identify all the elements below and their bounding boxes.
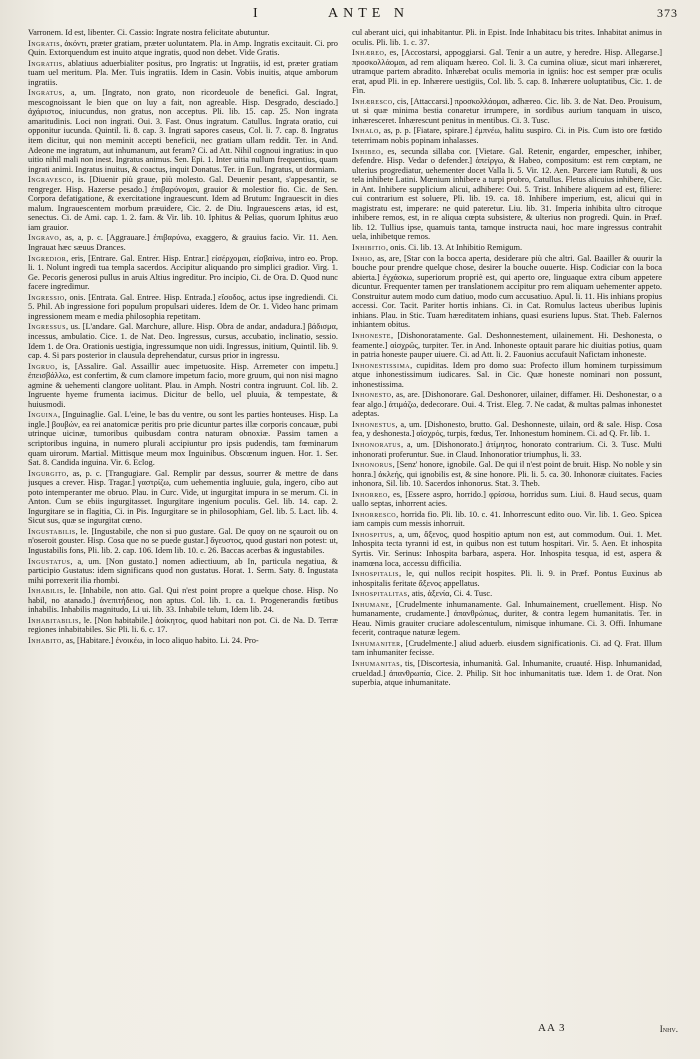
entry-headword: Inhorreo [352,489,388,499]
dictionary-entry: Inhabito, as, [Habitare.] ἐνοικέω, in loco aliquo habito. Li. 24. Pro- [28,635,259,645]
dictionary-entry: Inhabitabilis, le. [Non habitabile.] ἀοίκητος, quod habitari non pot. Ci. de Na. D. Terræ regiones inhabitabiles. Sic Pli. li. 6. c. 17. [28,615,338,635]
dictionary-entry: Inhoneste, [Dishonoratamente. Gal. Deshonnestement, uilainement. Hi. Deshonesta, o feamente.] αἰσχρῶς, turpiter. Ter. in And. Inhoneste optauit parare hic diuitias potius, quam in patria honeste pauper uiuere. Ci. ad Att. li. 2. Fauonius accufauit Nafictam inhoneste. [352,330,662,360]
running-head-letter: I [253,6,261,21]
entry-headword: Ingustabilis [28,526,76,536]
dictionary-entry: Ingurgito, as, p. c. [Trangugiare. Gal. Remplir par dessus, sourrer & mettre de dans jusques a crever. Hisp. Tragar.] γαστρίζω, cum uehementia ingluuie, gula, ingero, cibo aut poto intemperanter me obruo. Plau. in Curc. Vide, ut ingurgitat impura in se merum. Ci. in Anton. Cum se ebiis ingurgitasset. Ingurgitare ingenium poculis. Gel. lib. 14. cap. 2. Ingurgitare se in flagitia, Ci. in Pis. Ingurgitare se in philosophiam, Gel. lib. 5. Lact. lib. 4. Sicut sus, quæ se ingurgitat cœno. [28,468,338,526]
dictionary-entry: Inhæreo, es, [Accostarsi, appoggiarsi. Gal. Tenir a un autre, y heredre. Hisp. Allegarse.] προσκολλάομαι, ad rem aliquam hæreo. Col. li. 3. Ca cumina oliuæ, sicut mari inhæreret, utramque partem abradito. Inhærebat oculis memoria in igniis: hoc est semper præ oculis erat, apud Pli. in ep. Inhærere uestigiis, Col. lib. 5. cap. 8. Inhærere uoluptatibus, Cic. 1. de Fin. [352,48,662,96]
entry-headword: Ingratus [28,88,63,98]
entry-headword: Inhumane [352,599,390,609]
entry-headword: Ingravo [28,233,60,243]
entry-text: [Crudelmente.] aliud aduerb. eiusdem significationis. Ci. ad Q. Frat. Illum tam inhumaniter fecisse. [352,638,662,658]
entry-headword: Inhibeo [352,146,381,156]
dictionary-entry [352,28,662,47]
dictionary-entry: Ingravesco, is. [Diuenir più graue, più molesto. Gal. Deuenir pesant, s'appesantir, se rengreger. Hisp. Hazerse pesado.] ἐπιβαρύνομαι, grauior & molestior fio. Cic. de Sen. Corpora defatigatione, & exercitatione ingrauescunt. Idem ad Brutum: Ingrauescit in dies malum. Ingrauescentem morbum præuidere, Cic. 2. de Diu. Ingrauescens ætas, id est, senectus. Ci. de Ami. cap. 1. 2. fam. & Vir. lib. 10. Iphitus & Pelias, quorum Iphitus æuo iam grauior. [28,175,338,232]
entry-headword: Inhospitalis [352,569,399,579]
dictionary-entry: Inhonorus, [Senz' honore, ignobile. Gal. De qui il n'est point de bruit. Hisp. No noble y sin honra.] ἀκλεής, qui ignobilis est, & sine honore. Pli. li. 5. ca. 30. Inhonoræ ciuitates. Facies inhonora, Sil. lib. 10. Sacerdos inhonorus. Stat. 3. Theb. [352,460,662,489]
entry-text: es, [Accostarsi, appoggiarsi. Gal. Tenir a un autre, y heredre. Hisp. Allegarse.] προσκολλάομαι, ad rem aliquam hæreo. Col. li. 3. Ca cumina oliuæ, sicut mari inhæreret, utramque partem abradito. Inhærebat oculis memoria in igniis: hoc est semper præ oculis erat, apud Pli. in ep. Inhærere uestigiis, Col. lib. 5. cap. 8. Inhærere uoluptatibus, Cic. 1. de Fin. [352,48,662,96]
entry-text: cis, [Attaccarsi.] προσκολλάομαι, adhæreo. Cic. lib. 3. de Nat. Deo. Prouisum, ut si quæ minima bestia conaretur irrumpere, in sordibus aurium tanquam in uisco, inhæresceret. Inhærescunt penitus in mentibus. Ci. 3. Tusc. [352,96,662,125]
entry-headword: Ingredior [28,253,67,263]
entry-text: is, [Assalire. Gal. Assaillir auec impetuosite. Hisp. Arremeter con impetu.] ἐπεισβάλλω, est confertim, & cum clamore impetum facio, more gruum, qui non nisi magno agmine & uehementi clangore uolitant. Plau. in Amph. Nostri contra ingruunt. Col. lib. 2. Ingruente hyeme frumenta iacimus. Dicitur de bello, uel pluuia, & tempestate, & huiusmodi. [28,361,338,409]
entry-headword: Ingressus [28,322,66,332]
entry-text: is. [Diuenir più graue, più molesto. Gal. Deuenir pesant, s'appesantir, se rengreger. Hisp. Hazerse pesado.] ἐπιβαρύνομαι, grauior & molestior fio. Cic. de Sen. Corpora defatigatione, & exercitatione ingrauescunt. Idem ad Brutum: Ingrauescit in dies malum. Ingrauescentem morbum præuidere, Cic. 2. de Diu. Ingrauescens ætas, id est, senectus. Ci. de Ami. cap. 1. 2. fam. & Vir. lib. 10. Iphitus & Pelias, quorum Iphitus æuo iam grauior. [28,175,338,232]
dictionary-entry: Inhalo, as, p. p. [Fiatare, spirare.] ἐμπνέω, halitu suspiro. Ci. in Pis. Cum isto ore fœtido teterrimam nobis popinam inhalasses. [352,126,662,146]
entry-text: es, [Essere aspro, horrido.] φρίσσω, horridus sum. Liui. 8. Haud secus, quam uallo septas, inhorrent acies. [352,489,662,509]
dictionary-entry: Inhibitio, onis. Ci. lib. 13. At Inhibitio Remigum. [352,243,523,253]
entry-headword: Ingurgito [28,468,67,478]
entry-headword: Inhibitio [352,243,386,253]
entry-text: cul aberant uici, qui inhabitantur. Pli. in Epist. Inde Inhabitacu bis trites. Inhabitat animus in oculis. Pli. lib. 1. c. 37. [352,28,662,47]
dictionary-entry: Inhospitalitas, atis, ἀξενία, Ci. 4. Tusc. [352,589,493,599]
running-head-word: ANTE N [328,6,409,21]
dictionary-entry: Inhibeo, es, secunda sillaba cor. [Vietare. Gal. Retenir, engarder, empescher, inhiber, defendre. Hisp. Vedar o defender.] ἀπείργω, & Habeo, compositum: est rem cœptam, ne ulterius progrediatur, uehementer docet Valla li. 5. Vir. 12. Aen. Parcere iam Rutuli, & uos tela inhibete Latini. Mœnium inhibere a turpi probro, Catullus. Fletus alicuius inhibere, Cic. in Ant. Inhibere supplicium alicui, adhibere: Oui. 5. Trist. Inhibere aliquem ad est, filiere: cui contrarium est soluere, Pli. lib. 19. ca. 18. Inhibere imperium, est, alicui qui in magistratu est, imperare: ne quid pateretur. Liu. lib. 31. Imperia inhibita ultro citroque inhibere remos, est, in re aliqua cœpta subsistere, & ulterius non progredi. Quin. in Præf. lib. 12. Tullius ipse, quamuis tanta, tamque instructa naui, hoc mare ingressus contrahit uela, inhibetque remos. [352,146,662,242]
entry-text: onis. Ci. lib. 13. At Inhibitio Remigum. [390,243,523,253]
dictionary-entry: Inhonoratus, a, um. [Dishonorato.] ἀτίμητος, honorato contrarium. Ci. 3. Tusc. Multi inhonorati proferuntur. Sue. in Claud. Inhonoratior triumphus, li. 33. [352,439,662,459]
dictionary-entry: Ingustabilis, le. [Ingustabile, che non si puo gustare. Gal. De quoy on ne sçauroit ou on n'oseroit gouster. Hisp. Cosa que no se puede gustar.] ἄγευστος, quod gustari non potest: ut, Ingustabilis fons, Pli. lib. 2. cap. 106. Idem lib. 10. c. 26. Baccas acerbas & ingustabiles. [28,526,338,555]
dictionary-entry: Inhorreo, es, [Essere aspro, horrido.] φρίσσω, horridus sum. Liui. 8. Haud secus, quam uallo septas, inhorrent acies. [352,489,662,509]
entry-text: as, are, [Star con la bocca aperta, desiderare più che altri. Gal. Baailler & ouurir la bouche pour prendre quelque chose, desirer la bouche ouuerte. Hisp. Codiciar con la boca abierta.] ἐγχάσκω, superiorum propriè est, qui aperto ore, linguaque extra cibum appetere dicuntur. Frequenter tamen per translationem accipitur pro rem aliquam uehementer appeto. Construitur autem modo cum datiuo, modo cum accusatiuo. Apul. li. 11. His inhians propius accessi. Cor. Tacit. Pariter hortis inhians. Ci. in Cat. Romulus lacteus uberibus lupinis inhians. Plau. in Stic. Tuam hæreditatem inhians, quasi esuriens lupus. Stat. Theb. Falernos inhiantem obitus. [352,253,662,330]
entry-headword: Inhonestus [352,419,396,429]
dictionary-entry: Inhabilis, le. [Inhabile, non atto. Gal. Qui n'est point propre a quelque chose. Hisp. No habil, no atanado.] ἀνεπιτήδειος, non aptus. Col. lib. 1. ca. 1. Progenerandis fœtibus inhabilis. Inhabilis magnitudo, Li ui. lib. 33. Inhabile telum, Idem lib. 24. [28,586,338,615]
entry-text: cupiditas. Idem pro domo sua: Profecto illum hominem turpissimum atque inhonestissimum iudicares. Sal. in Cic. Quæ honeste nominari non possunt, inhonestissima. [352,360,662,389]
entry-text: ἀκόντι, præter gratiam, præter uoluntatem. Pla. in Amp. Ingratis excitauit. Ci. pro Quin. Extorquendum est inuito atque ingratis, quod non debet. Vide Gratis. [28,38,338,58]
dictionary-entry: Inhonesto, as, are. [Dishonorare. Gal. Deshonorer, uilainer, diffamer. Hi. Deshonestar, o a fear algo.] ἀτιμάζω, dedecorare. Oui. 4. Trist. Eleg. 7. Ne cadat, & multas palmas inhonestet adeptas. [352,390,662,419]
dictionary-entry: Ingratiis, ablatiuus aduerbialiter positus, pro Ingratis: ut Ingratiis, id est, præter gratiam tuam uel meritum. Pla. Mer. Tuis ingratiis. Idem in Casin. Vobis inuitis, atque amborum ingratiis. [28,58,338,87]
entry-text: a, um, ἄξενος, quod hospitio aptum non est, aut commodum. Oui. 1. Met. Inhospita tecta tyranni id est, in quibus non est tutum hospitari. Vir. 5. Aen. Et inhospita Syrtis. Vir. Serinus: Inhospita barbara, aspera. Hor. Inhospita tesqua, id est, aspera & inamœna loca, accessu difficilia. [352,529,662,568]
entry-headword: Inhabitabilis [28,615,79,625]
dictionary-entry: Ingruo, is, [Assalire. Gal. Assaillir auec impetuosite. Hisp. Arremeter con impetu.] ἐπεισβάλλω, est confertim, & cum clamore impetum facio, more gruum, qui non nisi magno agmine & uehementi clangore uolitant. Plau. in Amph. Nostri contra ingruunt. Col. lib. 2. Ingruente hyeme frumenta iacimus. Dicitur de bello, uel pluuia, & tempestate, & huiusmodi. [28,361,338,409]
dictionary-entry: Inhonestus, a, um. [Dishonesto, brutto. Gal. Deshonneste, uilain, ord & sale. Hisp. Cosa fea, y deshonesta.] αἰσχρός, turpis, fœdus, Ter. Inhonestum hominem. Ci. ad Q. Fr. lib. 1. [352,419,662,439]
dictionary-entry: Inhumanitas, tis, [Discortesia, inhumanità. Gal. Inhumanite, cruauté. Hisp. Inhumanidad, crueldad.] ἀπανθρωπία, Cice. 2. Philip. Sit hoc inhumanitatis tuæ. Idem 1. de Orat. Non superbia, atque inhumanitate. [352,659,662,688]
entry-text: le. [Ingustabile, che non si puo gustare. Gal. De quoy on ne sçauroit ou on n'oseroit gouster. Hisp. Cosa que no se puede gustar.] ἄγευστος, quod gustari non potest: ut, Ingustabilis fons, Pli. lib. 2. cap. 106. Idem lib. 10. c. 26. Baccas acerbas & ingustabiles. [28,526,338,555]
entry-text: a, um. [Ingrato, non grato, non ricordeuole de benefici. Gal. Ingrat, mescognoissant le bien que on luy a fait, non agreable. Hisp. Desgrado, desciado.] ἀχάριστος, iniucundus, non gratus, non acceptus. Pli. lib. 15. cap. 25. Non ingrata amaritudinis. Loci non ingrati. Oui. 3. Fast. Onus ingratum. Catullus. Ingrata oratio, cui opponitur iucunda. Quintil. li. 8. cap. 3. Ingrati sapores caseus, Col. li. 7. cap. 8. Ingratus item dicitur, qui non meminit accepti beneficii, nec gratiam ullam reddit. Ter. in And. Adeone me ingratum, aut inhumanum, aut feram? Ci. ad Att. Nihil cognoui ingratius: in quo uitio nihil mali non inest. Ingratus animus. Sen. Epi. 1. Inter uitia nullum frequentius, quam ingrati animi. Ingratus inuitus, & coactus, inquit Donatus. Ter. in Eun. Ingratus, ut dormiam. [28,88,338,174]
dictionary-entry: Inhæresco, cis, [Attaccarsi.] προσκολλάομαι, adhæreo. Cic. lib. 3. de Nat. Deo. Prouisum, ut si quæ minima bestia conaretur irrumpere, in sordibus aurium tanquam in uisco, inhæresceret. Inhærescunt penitus in mentibus. Ci. 3. Tusc. [352,96,662,125]
dictionary-entry: Inhospitalis, le, qui nullos recipit hospites. Pli. li. 9. in Præf. Pontus Euxinus ab inhospitalis feritate ἄξενος appellatus. [352,569,662,588]
entry-headword: Inhabito [28,635,62,645]
entry-text: a, um. [Non gustato.] nomen adiectiuum, ab In, particula negatiua, & participio Gustatus: idem significans quod non gustatus. Horat. 1. Serm. Saty. 8. Ingustata mihi porrexerit ilia rhombi. [28,556,338,585]
dictionary-entry: Inhio, as, are, [Star con la bocca aperta, desiderare più che altri. Gal. Baailler & ouurir la bouche pour prendre quelque chose, desirer la bouche ouuerte. Hisp. Codiciar con la boca abierta.] ἐγχάσκω, superiorum propriè est, qui aperto ore, linguaque extra cibum appetere dicuntur. Frequenter tamen per translationem accipitur pro rem aliquam uehementer appeto. Construitur autem modo cum datiuo, modo cum accusatiuo. Apul. li. 11. His inhians propius accessi. Cor. Tacit. Pariter hortis inhians. Ci. in Cat. Romulus lacteus uberibus lupinis inhians. Plau. in Stic. Tuam hæreditatem inhians, quasi esuriens lupus. Stat. Theb. Falernos inhiantem obitus. [352,253,662,330]
dictionary-entry: Ingustatus, a, um. [Non gustato.] nomen adiectiuum, ab In, particula negatiua, & participio Gustatus: idem significans quod non gustatus. Horat. 1. Serm. Saty. 8. Ingustata mihi porrexerit ilia rhombi. [28,556,338,585]
entry-headword: Inhio [352,253,373,263]
entry-headword: Ingratiis [28,58,63,68]
dictionary-entry [28,28,338,38]
entry-text: as, [Habitare.] ἐνοικέω, in loco aliquo habito. Li. 24. Pro- [65,635,259,645]
entry-headword: Inhalo [352,126,379,136]
dictionary-entry: Inhonestissima, cupiditas. Idem pro domo sua: Profecto illum hominem turpissimum atque inhonestissimum iudicares. Sal. in Cic. Quæ honeste nominari non possunt, inhonestissima. [352,360,662,389]
signature-mark: AA 3 [538,1022,566,1034]
entry-headword: Inhospitalitas [352,589,408,599]
entry-text: as, are. [Dishonorare. Gal. Deshonorer, uilainer, diffamer. Hi. Deshonestar, o a fear algo.] ἀτιμάζω, dedecorare. Oui. 4. Trist. Eleg. 7. Ne cadat, & multas palmas inhonestet adeptas. [352,390,662,419]
dictionary-entry: Inhumane, [Crudelmente inhumanamente. Gal. Inhumainement, cruellement. Hisp. No humanamente, crudamente.] ἀπανθρώπως, duriter, & contra legem humanitatis. Ter. in Heau. Nimis grauiter cruciare adolescentulum, nimisque inhumane. Ci. 3. Offi. Inhumane fecerit, contraque naturæ legem. [352,599,662,638]
entry-text: tis, [Discortesia, inhumanità. Gal. Inhumanite, cruauté. Hisp. Inhumanidad, crueldad.] ἀπανθρωπία, Cice. 2. Philip. Sit hoc inhumanitatis tuæ. Idem 1. de Orat. Non superbia, atque inhumanitate. [352,659,662,688]
entry-text: horrida fio. Pli. lib. 10. c. 41. Inhorrescunt edito ouo. Vir. lib. 1. Geo. Spicea iam campis cum messis inhorruit. [352,509,662,529]
dictionary-entry: Ingressio, onis. [Entrata. Gal. Entree. Hisp. Entrada.] εἴσοδος, actus ipse ingrediendi. Ci. 5. Phil. Ab ingressione fori populum propulsari uideres. Idem de Or. 1. Video hanc primam ingressionem meam e media philosophia repetitam. [28,292,338,321]
page-footer [28,1022,678,1042]
entry-headword: Inhorresco [352,509,397,519]
entry-headword: Inhoneste [352,330,391,340]
page-number: 373 [657,6,678,20]
entry-text: [Senz' honore, ignobile. Gal. De qui il n'est point de bruit. Hisp. No noble y sin honra.] ἀκλεής, qui ignobilis est, & sine honore. Pli. li. 5. ca. 30. Inhonoræ ciuitates. Facies inhonora, Sil. lib. 10. Sacerdos inhonorus. Stat. 3. Theb. [352,460,662,489]
entry-text: atis, ἀξενία, Ci. 4. Tusc. [411,589,493,599]
entry-text: as, a, p. c. [Aggrauare.] ἐπιβαρύνω, exaggero, & grauius facio. Vir. 11. Aen. Ingrauat hæc sæuus Drances. [28,233,338,253]
page-header [28,6,678,26]
dictionary-entry: Ingratis, ἀκόντι, præter gratiam, præter uoluntatem. Pla. in Amp. Ingratis excitauit. Ci. pro Quin. Extorquendum est inuito atque ingratis, quod non debet. Vide Gratis. [28,38,338,58]
entry-headword: Inhabilis [28,586,64,596]
entry-headword: Ingressio [28,292,65,302]
catchword: Inhv. [659,1024,678,1034]
dictionary-entry: Ingredior, eris, [Entrare. Gal. Entrer. Hisp. Entrar.] εἰσέρχομαι, εἰσβαίνω, intro eo. Prop. li. 1. Nolunt ingredi tua templa sacerdos. Accipitur aliquando pro simplici gradior. Virg. 1. Ge. Pecoris generosi pullus in aruis Altius ingreditur. Pro incipio, Ci. de Ora. D. Quod nunc facere ingredimur. [28,253,338,292]
entry-headword: Ingustatus [28,556,71,566]
entry-text: [Inguinaglie. Gal. L'eine, le bas du ventre, ou sont les parties honteuses. Hisp. La ingle.] βουβών, ea rei anatomicæ peritis pro prie dicuntur partes illæ corporis concauæ, pubi utrinque uicinæ, tumoribus quibusdam contra naturam obnoxiæ. Passim tamen a scriptoribus inguina, in numero plurali accipiuntur pro ipsis pudendis, tam fœminarum quam uirorum. Martial. Mittisque meum mox Inguinibus. Obscœnum inguen. Hor. 1. Ser. Sat. 8. Candida inguina. Vir. 6. Eclog. [28,410,338,468]
entry-text: eris, [Entrare. Gal. Entrer. Hisp. Entrar.] εἰσέρχομαι, εἰσβαίνω, intro eo. Prop. li. 1. Nolunt ingredi tua templa sacerdos. Accipitur aliquando pro simplici gradior. Virg. 1. Ge. Pecoris generosi pullus in aruis Altius ingreditur. Pro incipio, Ci. de Ora. D. Quod nunc facere ingredimur. [28,253,338,292]
entry-headword: Inhonorus [352,460,393,470]
entry-text: le, qui nullos recipit hospites. Pli. li. 9. in Præf. Pontus Euxinus ab inhospitalis feritate ἄξενος appellatus. [352,569,662,588]
dictionary-entry: Inhorresco, horrida fio. Pli. lib. 10. c. 41. Inhorrescunt edito ouo. Vir. lib. 1. Geo. Spicea iam campis cum messis inhorruit. [352,509,662,529]
dictionary-entry: Ingratus, a, um. [Ingrato, non grato, non ricordeuole de benefici. Gal. Ingrat, mescognoissant le bien que on luy a fait, non agreable. Hisp. Desgrado, desciado.] ἀχάριστος, iniucundus, non gratus, non acceptus. Pli. lib. 15. cap. 25. Non ingrata amaritudinis. Loci non ingrati. Oui. 3. Fast. Onus ingratum. Catullus. Ingrata oratio, cui opponitur iucunda. Quintil. li. 8. cap. 3. Ingrati sapores caseus, Col. li. 7. cap. 8. Ingratus item dicitur, qui non meminit accepti beneficii, nec gratiam ullam reddit. Ter. in And. Adeone me ingratum, aut inhumanum, aut feram? Ci. ad Att. Nihil cognoui ingratius: in quo uitio nihil mali non inest. Ingratus animus. Sen. Epi. 1. Inter uitia nullum frequentius, quam ingrati animi. Ingratus inuitus, & coactus, inquit Donatus. Ter. in Eun. Ingratus, ut dormiam. [28,88,338,174]
dictionary-entry: Inhospitus, a, um, ἄξενος, quod hospitio aptum non est, aut commodum. Oui. 1. Met. Inhospita tecta tyranni id est, in quibus non est tutum hospitari. Vir. 5. Aen. Et inhospita Syrtis. Vir. Serinus: Inhospita barbara, aspera. Hor. Inhospita tesqua, id est, aspera & inamœna loca, accessu difficilia. [352,529,662,568]
entry-text: es, secunda sillaba cor. [Vietare. Gal. Retenir, engarder, empescher, inhiber, defendre. Hisp. Vedar o defender.] ἀπείργω, & Habeo, compositum: est rem cœptam, ne ulterius progrediatur, uehementer docet Valla li. 5. Vir. 12. Aen. Parcere iam Rutuli, & uos tela inhibete Latini. Mœnium inhibere a turpi probro, Catullus. Fletus alicuius inhibere, Cic. in Ant. Inhibere supplicium alicui, adhibere: Oui. 5. Trist. Inhibere aliquem ad est, filiere: cui contrarium est soluere, Pli. lib. 19. ca. 18. Inhibere imperium, est, alicui qui in magistratu est, imperare: ne quid pateretur. Liu. lib. 31. Imperia inhibita ultro citroque inhibere remos, est, in re aliqua cœpta subsistere, & ulterius non progredi. Quin. in Præf. lib. 12. Tullius ipse, quamuis tanta, tamque instructa naui, hoc mare ingressus contrahit uela, inhibetque remos. [352,146,662,242]
entry-headword: Ingruo [28,361,56,371]
entry-text: a, um. [Dishonorato.] ἀτίμητος, honorato contrarium. Ci. 3. Tusc. Multi inhonorati proferuntur. Sue. in Claud. Inhonoratior triumphus, li. 33. [352,439,662,459]
entry-headword: Inhonestissima [352,360,411,370]
entry-headword: Inhonesto [352,390,392,400]
entry-text: onis. [Entrata. Gal. Entree. Hisp. Entrada.] εἴσοδος, actus ipse ingrediendi. Ci. 5. Phil. Ab ingressione fori populum propulsari uideres. Idem de Or. 1. Video hanc primam ingressionem meam e media philosophia repetitam. [28,292,338,321]
entry-text: [Crudelmente inhumanamente. Gal. Inhumainement, cruellement. Hisp. No humanamente, crudamente.] ἀπανθρώπως, duriter, & contra legem humanitatis. Ter. in Heau. Nimis grauiter cruciare adolescentulum, nimisque inhumane. Ci. 3. Offi. Inhumane fecerit, contraque naturæ legem. [352,599,662,638]
entry-headword: Inguina [28,410,58,420]
entry-headword: Inhæresco [352,96,393,106]
entry-text: a, um. [Dishonesto, brutto. Gal. Deshonneste, uilain, ord & sale. Hisp. Cosa fea, y deshonesta.] αἰσχρός, turpis, fœdus, Ter. Inhonestum hominem. Ci. ad Q. Fr. lib. 1. [352,419,662,439]
entry-headword: Ingravesco [28,175,72,185]
entry-headword: Inhumaniter [352,638,401,648]
entry-text: Varronem. Id est, libenter. Ci. Cassio: Ingrate nostra felicitate abutuntur. [28,28,270,37]
entry-headword: Inhonoratus [352,439,401,449]
entry-text: us. [L'andare. Gal. Marchure, allure. Hisp. Obra de andar, andadura.] βάδισμα, incessus, ambulatio. Cice. 1. de Nat. Deo. Ingressus, cursus, accubatio, inclinatio, sessio. Idem 1. de Ora. Orationis uestigia, ingressumque non uidi. Ingressus, initium, Quintil. lib. 9. cap. 4. Si pars posterior in clausula deprehendatur, cursus prior in ingressu. [28,322,338,361]
entry-headword: Inhospitus [352,529,393,539]
entry-headword: Inhæreo [352,48,385,58]
entry-headword: Inhumanitas [352,659,401,668]
entry-text: as, p. c. [Trangugiare. Gal. Remplir par dessus, sourrer & mettre de dans jusques a crever. Hisp. Tragar.] γαστρίζω, cum uehementia ingluuie, gula, ingero, cibo aut poto intemperanter me obruo. Plau. in Curc. Vide, ut ingurgitat impura in se merum. Ci. in Anton. Cum se ebiis ingurgitasset. Ingurgitare ingenium poculis. Gel. lib. 14. cap. 2. Ingurgitare se in flagitia, Ci. in Pis. Ingurgitare se in philosophiam, Gel. lib. 5. Lact. lib. 4. Sicut sus, quæ se ingurgitat cœno. [28,468,338,526]
left-column [28,28,338,1018]
entry-text: le. [Inhabile, non atto. Gal. Qui n'est point propre a quelque chose. Hisp. No habil, no atanado.] ἀνεπιτήδειος, non aptus. Col. lib. 1. ca. 1. Progenerandis fœtibus inhabilis. Inhabilis magnitudo, Li ui. lib. 33. Inhabile telum, Idem lib. 24. [28,586,338,615]
dictionary-entry: Inguina, [Inguinaglie. Gal. L'eine, le bas du ventre, ou sont les parties honteuses. Hisp. La ingle.] βουβών, ea rei anatomicæ peritis pro prie dicuntur partes illæ corporis concauæ, pubi utrinque uicinæ, tumoribus quibusdam contra naturam obnoxiæ. Passim tamen a scriptoribus inguina, in numero plurali accipiuntur pro ipsis pudendis, tam fœminarum quam uirorum. Martial. Mittisque meum mox Inguinibus. Obscœnum inguen. Hor. 1. Ser. Sat. 8. Candida inguina. Vir. 6. Eclog. [28,410,338,468]
dictionary-entry: Inhumaniter, [Crudelmente.] aliud aduerb. eiusdem significationis. Ci. ad Q. Frat. Illum tam inhumaniter fecisse. [352,638,662,658]
entry-text: le. [Non habitabile.] ἀοίκητος, quod habitari non pot. Ci. de Na. D. Terræ regiones inhabitabiles. Sic Pli. li. 6. c. 17. [28,615,338,635]
dictionary-entry: Ingravo, as, a, p. c. [Aggrauare.] ἐπιβαρύνω, exaggero, & grauius facio. Vir. 11. Aen. Ingrauat hæc sæuus Drances. [28,233,338,253]
entry-headword: Ingratis [28,38,61,48]
entry-text: [Dishonoratamente. Gal. Deshonnestement, uilainement. Hi. Deshonesta, o feamente.] αἰσχρῶς, turpiter. Ter. in And. Inhoneste optauit parare hic diuitias potius, quam in patria honeste pauper uiuere. Ci. ad Att. li. 2. Fauonius accufauit Nafictam inhoneste. [352,330,662,360]
entry-text: ablatiuus aduerbialiter positus, pro Ingratis: ut Ingratiis, id est, præter gratiam tuam uel meritum. Pla. Mer. Tuis ingratiis. Idem in Casin. Vobis inuitis, atque amborum ingratiis. [28,58,338,87]
dictionary-entry: Ingressus, us. [L'andare. Gal. Marchure, allure. Hisp. Obra de andar, andadura.] βάδισμα, incessus, ambulatio. Cice. 1. de Nat. Deo. Ingressus, cursus, accubatio, inclinatio, sessio. Idem 1. de Ora. Orationis uestigia, ingressumque non uidi. Ingressus, initium, Quintil. lib. 9. cap. 4. Si pars posterior in clausula deprehendatur, cursus prior in ingressu. [28,322,338,361]
entry-text: as, p. p. [Fiatare, spirare.] ἐμπνέω, halitu suspiro. Ci. in Pis. Cum isto ore fœtido teterrimam nobis popinam inhalasses. [352,126,662,146]
right-column [352,28,662,1018]
